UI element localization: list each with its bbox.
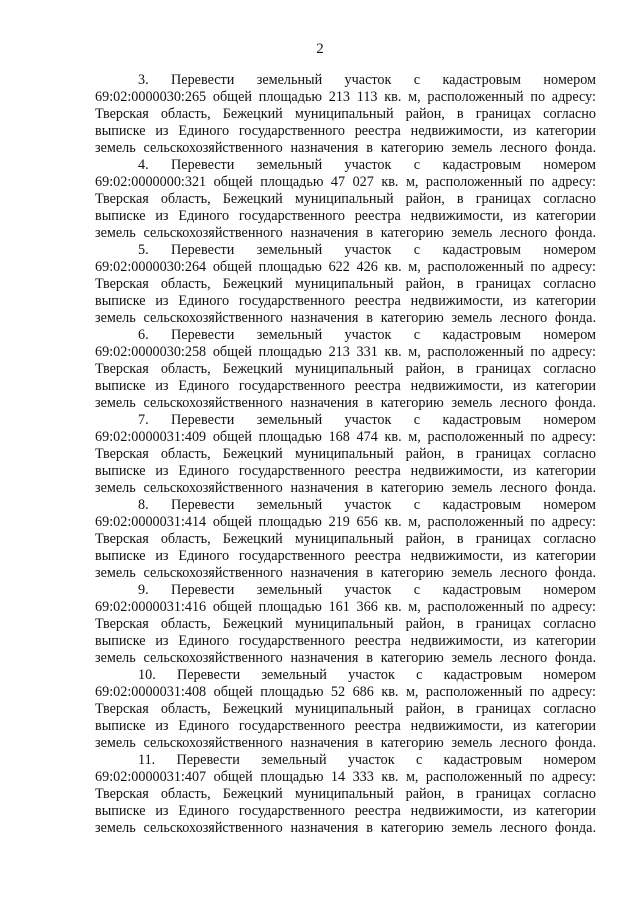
paragraph-line: 69:02:0000031:414 общей площадью 219 656 кв. м, расположенный по адресу:: [95, 514, 596, 530]
paragraph-line: 3. Перевести земельный участок с кадастровым номером: [138, 72, 596, 88]
paragraph-item-7: [95, 412, 596, 497]
paragraph-line: 7. Перевести земельный участок с кадастровым номером: [138, 412, 596, 428]
paragraph-line: Тверская область, Бежецкий муниципальный район, в границах согласно: [95, 531, 596, 547]
paragraph-line: выписке из Единого государственного реестра недвижимости, из категории: [95, 123, 596, 139]
paragraph-line: 69:02:0000031:408 общей площадью 52 686 кв. м, расположенный по адресу:: [95, 684, 596, 700]
paragraph-line: Тверская область, Бежецкий муниципальный район, в границах согласно: [95, 616, 596, 632]
paragraph-line: Тверская область, Бежецкий муниципальный район, в границах согласно: [95, 106, 596, 122]
paragraph-line: 69:02:0000031:416 общей площадью 161 366 кв. м, расположенный по адресу:: [95, 599, 596, 615]
paragraph-line: 11. Перевести земельный участок с кадастровым номером: [138, 752, 596, 768]
paragraph-item-6: [95, 327, 596, 412]
paragraph-line: 4. Перевести земельный участок с кадастровым номером: [138, 157, 596, 173]
paragraph-line: Тверская область, Бежецкий муниципальный район, в границах согласно: [95, 446, 596, 462]
paragraph-line: 69:02:0000030:265 общей площадью 213 113 кв. м, расположенный по адресу:: [95, 89, 596, 105]
paragraph-item-5: [95, 242, 596, 327]
paragraph-item-8: [95, 497, 596, 582]
paragraph-line: выписке из Единого государственного реестра недвижимости, из категории: [95, 378, 596, 394]
paragraph-item-11: [95, 752, 596, 837]
paragraph-line: 69:02:0000030:264 общей площадью 622 426 кв. м, расположенный по адресу:: [95, 259, 596, 275]
paragraph-line: земель сельскохозяйственного назначения в категорию земель лесного фонда.: [95, 735, 596, 751]
page-number: 2: [316, 41, 324, 57]
paragraph-line: выписке из Единого государственного реестра недвижимости, из категории: [95, 208, 596, 224]
paragraph-item-4: [95, 157, 596, 242]
paragraph-line: земель сельскохозяйственного назначения в категорию земель лесного фонда.: [95, 650, 596, 666]
paragraph-item-3: [95, 72, 596, 157]
paragraph-line: земель сельскохозяйственного назначения в категорию земель лесного фонда.: [95, 565, 596, 581]
paragraph-line: земель сельскохозяйственного назначения в категорию земель лесного фонда.: [95, 395, 596, 411]
paragraph-line: Тверская область, Бежецкий муниципальный район, в границах согласно: [95, 361, 596, 377]
paragraph-line: 69:02:0000000:321 общей площадью 47 027 кв. м, расположенный по адресу:: [95, 174, 596, 190]
paragraph-item-10: [95, 667, 596, 752]
paragraph-line: 6. Перевести земельный участок с кадастровым номером: [138, 327, 596, 343]
paragraph-line: выписке из Единого государственного реестра недвижимости, из категории: [95, 803, 596, 819]
paragraph-line: земель сельскохозяйственного назначения в категорию земель лесного фонда.: [95, 480, 596, 496]
paragraph-line: земель сельскохозяйственного назначения в категорию земель лесного фонда.: [95, 225, 596, 241]
paragraph-line: 9. Перевести земельный участок с кадастровым номером: [138, 582, 596, 598]
paragraph-line: 5. Перевести земельный участок с кадастровым номером: [138, 242, 596, 258]
paragraph-line: выписке из Единого государственного реестра недвижимости, из категории: [95, 633, 596, 649]
paragraph-line: земель сельскохозяйственного назначения в категорию земель лесного фонда.: [95, 820, 596, 836]
paragraph-line: выписке из Единого государственного реестра недвижимости, из категории: [95, 293, 596, 309]
paragraph-line: земель сельскохозяйственного назначения в категорию земель лесного фонда.: [95, 310, 596, 326]
paragraph-item-9: [95, 582, 596, 667]
paragraph-line: выписке из Единого государственного реестра недвижимости, из категории: [95, 718, 596, 734]
paragraph-line: Тверская область, Бежецкий муниципальный район, в границах согласно: [95, 701, 596, 717]
paragraph-line: 69:02:0000031:409 общей площадью 168 474 кв. м, расположенный по адресу:: [95, 429, 596, 445]
paragraph-line: Тверская область, Бежецкий муниципальный район, в границах согласно: [95, 276, 596, 292]
paragraph-line: 69:02:0000031:407 общей площадью 14 333 кв. м, расположенный по адресу:: [95, 769, 596, 785]
paragraph-line: Тверская область, Бежецкий муниципальный район, в границах согласно: [95, 191, 596, 207]
paragraph-line: 10. Перевести земельный участок с кадастровым номером: [138, 667, 596, 683]
paragraph-line: 8. Перевести земельный участок с кадастровым номером: [138, 497, 596, 513]
paragraph-line: земель сельскохозяйственного назначения в категорию земель лесного фонда.: [95, 140, 596, 156]
paragraph-line: выписке из Единого государственного реестра недвижимости, из категории: [95, 548, 596, 564]
paragraph-line: 69:02:0000030:258 общей площадью 213 331 кв. м, расположенный по адресу:: [95, 344, 596, 360]
document-body: [95, 72, 596, 837]
paragraph-line: выписке из Единого государственного реестра недвижимости, из категории: [95, 463, 596, 479]
paragraph-line: Тверская область, Бежецкий муниципальный район, в границах согласно: [95, 786, 596, 802]
